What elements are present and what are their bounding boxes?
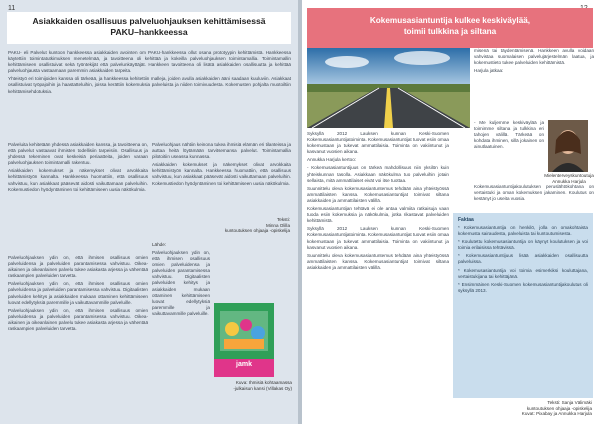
article-intro-text (8, 50, 291, 140)
article-title-line2: PAKU–hankkeessa (110, 27, 188, 37)
portrait-illustration (548, 120, 588, 172)
paragraph: Kokemusasiantuntijakoulutuksen peruslähtökohtana on vertaistuki ja oman kokemuksen jakaminen. Koulutus on kestänyt jo useita vuosia. (474, 184, 594, 202)
road-photo (307, 48, 470, 128)
portrait-photo (548, 120, 588, 172)
source-label: Lähde: (152, 242, 167, 247)
road-illustration (307, 48, 470, 128)
article-lower-text (8, 255, 148, 420)
book-caption: Kuva: Ihmisiä kohtaamassa -julkaisun kansi (Villakas Oy) (233, 380, 292, 391)
subheading: Annukka Harjula kertoo: (307, 157, 357, 163)
paragraph: - Kokemusasiantuntijuus on tärkeä mahdollisuus niin yksilön kuin yhteiskunnan tasolla. Asiakkaan näkökulma tuo palveluihin jotain sellaista, mitä ammattilaiset eivät voi itse tuottaa. (307, 165, 449, 183)
article-title-line2: toimii tulkkina ja siltana (403, 26, 497, 36)
fact-item: * Kokemusasiantuntija voi toimia esimerkiksi kouluttajana, vertaistukijana tai kehittäjänä. (458, 267, 588, 279)
article-column-1 (8, 142, 148, 252)
facts-title: Faktaa (458, 217, 474, 223)
paragraph: Suunnittelu oleva kokemusasiantuntemus tehdään aina yhteistyössä ammattilaisten kanssa. Kokemusasiantuntijat toimivat siltana asiakkaiden ja ammattilaisten välillä. (307, 252, 449, 270)
facts-list (453, 225, 593, 296)
right-column-1 (307, 131, 449, 421)
left-page (0, 0, 298, 424)
paragraph: Palveluohjaus nähtiin keinona tukea ihmisiä elämän eri tilanteissa ja auttaa heitä löytämään tarvitsemansa palvelut. Toimintamallia pilotoitiin useassa kunnassa. (152, 142, 291, 160)
paragraph: Palveluohjauksen ydin on, että ihmisen osallisuus omien palveluidensa ja palveluiden parantamisessa vahvistuu. Digitaalisten palveluiden kehitys ja asiakkaiden mukaan ottaminen kehittämiseen luovat edellytyksiä paremmille ja vaikuttavammille palveluille. (152, 250, 210, 316)
article-title-box-right (307, 8, 593, 48)
paragraph: Syksyllä 2012 Lauksen kunnan Keski-Suomen Kokemusasiantuntijatoiminta. Kokemusasiantuntijat tuovat esiin omaa kokemustaan ja tukevat ammattilaisia. Toiminta on vakiintunut ja kasvanut vuosien aikana. (307, 226, 449, 250)
paragraph: Suunnittelu oleva kokemusasiantuntemus tehdään aina yhteistyössä ammattilaisten kanssa. Kokemusasiantuntijat toimivat siltana asiakkaiden ja ammattilaisten välillä. (307, 185, 449, 203)
fact-item: * Kokemusasiantuntija on henkilö, jolla on omakohtaista kokemusta sairaudesta, palveluista tai kuntoutumisesta. (458, 225, 588, 237)
article-column-2 (152, 142, 291, 214)
right-column-2-text (474, 184, 594, 212)
portrait-caption: Mielenterveyskuntoutuja Annukka Harjula (544, 173, 594, 184)
paragraph: Palveluohjauksen ydin on, että ihmisen osallisuus omien palveluidensa ja palveluiden parantamisessa vahvistuu. Digitaalisten palveluiden kehitys ja asiakkaiden mukaan ottaminen kehittämiseen luovat edellytyksiä paremmille ja vaikuttavammille palveluille. (8, 281, 148, 305)
fact-item: * Ensimmäinen Keski-Suomen kokemusasiantuntijakoulutus oli syksyllä 2013. (458, 281, 588, 293)
paragraph: Palveluita kehitetään yhdessä asiakkaiden kanssa, ja tavoitteena on, että palvelut vastaavat ihmisten todellisiin tarpeisiin. Osallisuus ja yhdessä tekeminen ovat keskeisiä periaatteita, joiden varaan palveluohjauksen toimintamalli rakentuu. (8, 142, 148, 166)
paragraph: Syksyllä 2012 Lauksen kunnan Keski-Suomen Kokemusasiantuntijatoiminta. Kokemusasiantuntijat tuovat esiin omaa kokemustaan ja tukevat ammattilaisia. Toiminta on vakiintunut ja kasvanut vuosien aikana. (307, 131, 449, 155)
paragraph: Yhteistyö eri toimijoiden kanssa oli tärkeää, ja hankkeessa kehitettiin malleja, joiden avulla asiakkaiden ääni saadaan kuuluviin. Asiakkaat osallistuivat työpajoihin ja haastatteluihin, joissa kerättiin kokemuksia palveluista ja niiden toimivuudesta. Kokemusten pohjalta muotoiltiin kehittämisehdotuksia. (8, 76, 291, 94)
author-caption-left: Teksti: Minna Olilla kuntoutuksen ohjaaja -opiskelija (224, 217, 290, 234)
quote-text (474, 120, 544, 178)
paragraph: PAKU- eli Palvelut kuntoon hankkeessa asiakkaiden avointen om PAKU-hankkeessa ollut osana prototyypin kehittämistä. Hankkeessa käytettiin toimintatutkimuksen menetelmää, ja tavoitteena oli kehittää ja kokeilla palveluohjauksen toimintamallia. Toimintamallin kehittämiseen osallistuivat sekä työntekijät että palvelunkäyttäjät. Hankkeen tavoitteena oli lisätä asiakkaiden osallisuutta ja kehittää palveluohjausta vastaamaan paremmin asiakkaiden tarpeita. (8, 50, 291, 74)
paragraph: misenä tai täydentämisenä. Hankkeen avulla voidaan vahvistaa suomalaisen palvelujärjestelmän laatua, ja kokemustieto tukee palveluiden kehittämistä. (474, 48, 594, 66)
author-caption-right: Teksti: Sanja Välimäki kuntoutuksen ohjaaja -opiskelija Kuvat: Pixabay ja Annukka Harjula (521, 400, 592, 417)
article-title-box (7, 12, 291, 44)
article-title-line1: Kokemusasiantuntija kulkee keskiväylää, (369, 16, 531, 25)
paragraph: Kokemusasiantuntijan tehtävä ei ole antaa valmiita ratkaisuja vaan tuoda esiin kokemuksia ja näkökulmia, jotka rikastavat palveluiden kehittämistä. (307, 206, 449, 224)
article-title-line1: Asiakkaiden osallisuus palveluohjauksen kehittämisessä (32, 16, 266, 26)
paragraph: Palveluohjauksen ydin on, että ihmisen osallisuus omien palveluidensa ja palveluiden parantamisessa vahvistuu. Oikea-aikainen ja oikeanlainen palvelu tukee asiakasta arjessa ja vähentää raskaampien palveluiden tarvetta. (8, 255, 148, 279)
quote: - Me kuljemme keskiväylää ja toimimme siltana ja tulkkina eri tahojen välillä. Tärkeää on kohdata ihminen, sillä jokainen on ainutlaatuinen. (474, 120, 544, 150)
paragraph: Asiakkaiden kokemukset ja näkemykset olivat arvokkaita kehittämistyön kannalta. Hankkeessa huomattiin, että osallisuus vahvistuu, kun asiakkaat pääsevät aidosti vaikuttamaan palveluihin. Kokemustiedon hyödyntäminen toi kehittämiseen uusia näkökulmia. (152, 162, 291, 186)
article-lower-text-2 (152, 250, 210, 380)
paragraph: Asiakkaiden kokemukset ja näkemykset olivat arvokkaita kehittämistyön kannalta. Hankkeessa huomattiin, että osallisuus vahvistuu, kun asiakkaat pääsevät aidosti vaikuttamaan palveluihin. Kokemustiedon hyödyntäminen toi kehittämiseen uusia näkökulmia. (8, 168, 148, 192)
paragraph: Palveluohjauksen ydin on, että ihmisen osallisuus omien palveluidensa ja palveluiden parantamisessa vahvistuu. Oikea-aikainen ja oikeanlainen palvelu tukee asiakasta arjessa ja vähentää raskaampien palveluiden tarvetta. (8, 307, 148, 332)
facts-box (453, 213, 593, 398)
book-cover-image (214, 303, 274, 377)
book-brand-logo: jamk (236, 361, 252, 368)
fact-item: * Koulutettu kokemusasiantuntija on käynyt koulutuksen ja voi toimia erilaisissa tehtävissä. (458, 239, 588, 251)
fact-item: * Kokemusasiantuntijuus lisää asiakkaiden osallisuutta palveluissa. (458, 253, 588, 265)
right-column-2-intro (474, 48, 594, 108)
subheading: Harjula jatkaa: (474, 68, 504, 74)
page-number-left: 11 (8, 5, 16, 12)
